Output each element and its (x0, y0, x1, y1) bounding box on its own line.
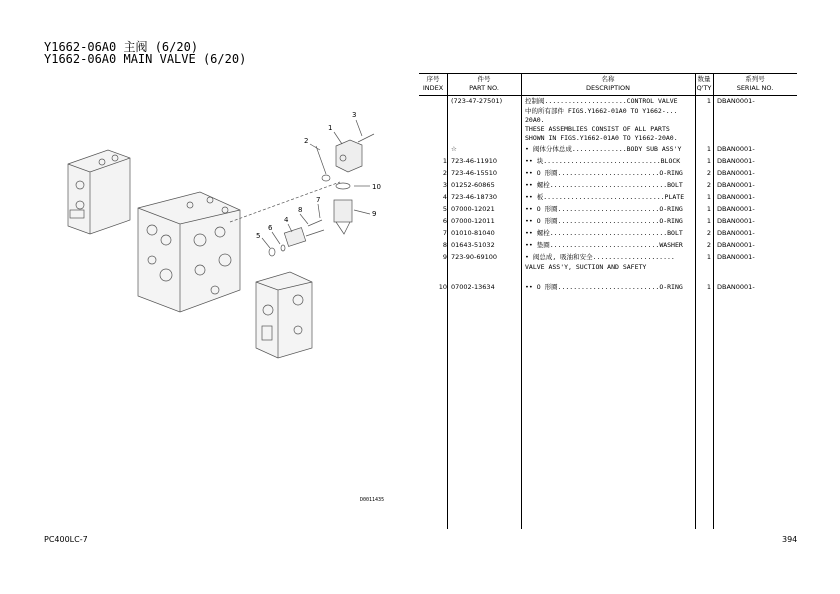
row-serial-number: DBAN0001- (717, 97, 755, 105)
part-oring-10 (336, 183, 350, 189)
part-bolt-7 (306, 230, 324, 236)
part-oring-5 (269, 248, 275, 256)
row-index: 2 (442, 169, 447, 177)
row-description: •• 板...............................PLATE (525, 193, 685, 201)
header-desc-en: DESCRIPTION (586, 84, 630, 92)
header-part-cn: 件号 (477, 75, 491, 83)
row-part-number: 723-46-18730 (451, 193, 498, 201)
row-quantity: 1 (706, 253, 711, 261)
part-oring-small (322, 175, 330, 181)
part-suction-safety-valve (334, 200, 352, 234)
callout-7: 7 (316, 196, 321, 204)
row-part-number: 723-90-69100 (451, 253, 498, 261)
part-washer-8 (308, 220, 322, 226)
header-serial-en: SERIAL NO. (736, 84, 774, 92)
row-serial-number: DBAN0001- (717, 283, 755, 291)
row-part-number: ☆ (451, 145, 457, 153)
row-part-number: 01252-60865 (451, 181, 495, 189)
row-index: 7 (442, 229, 447, 237)
header-qty-cn: 数量 (697, 75, 711, 83)
row-description: • 阀体分体总成..............BODY SUB ASS'Y (525, 145, 682, 153)
row-serial-number: DBAN0001- (717, 193, 755, 201)
row-part-number: 07000-12021 (451, 205, 495, 213)
row-serial-number: DBAN0001- (717, 229, 755, 237)
row-description: 20A0. (525, 116, 545, 124)
footer-page-number: 394 (782, 535, 798, 544)
row-quantity: 2 (706, 181, 711, 189)
row-quantity: 2 (706, 241, 711, 249)
row-serial-number: DBAN0001- (717, 181, 755, 189)
part-oring-stem (316, 146, 326, 174)
row-description: •• O 形圈..........................O-RING (525, 283, 683, 291)
row-quantity: 1 (706, 97, 711, 105)
main-valve-block (138, 192, 240, 312)
row-quantity: 1 (706, 283, 711, 291)
row-description: • 阀总成, 吸油和安全..................... (525, 253, 675, 261)
row-description: •• O 形圈..........................O-RING (525, 205, 683, 213)
row-quantity: 1 (706, 145, 711, 153)
part-bolt (358, 134, 374, 142)
callout-10: 10 (372, 183, 381, 191)
callout-9: 9 (372, 210, 377, 218)
row-serial-number: DBAN0001- (717, 145, 755, 153)
row-index: 10 (438, 283, 447, 291)
part-block (336, 140, 362, 172)
callout-6: 6 (268, 224, 273, 232)
callout-4: 4 (284, 216, 289, 224)
callout-2: 2 (304, 137, 309, 145)
exploded-parts-diagram (40, 100, 400, 400)
header-serial-cn: 系列号 (745, 75, 765, 83)
row-quantity: 2 (706, 229, 711, 237)
row-description: •• 螺栓..............................BOLT (525, 181, 683, 189)
row-index: 8 (442, 241, 447, 249)
parts-table (419, 73, 797, 529)
row-serial-number: DBAN0001- (717, 253, 755, 261)
row-serial-number: DBAN0001- (717, 157, 755, 165)
callout-8: 8 (298, 206, 303, 214)
row-quantity: 1 (706, 205, 711, 213)
row-serial-number: DBAN0001- (717, 241, 755, 249)
callout-1: 1 (328, 124, 333, 132)
row-index: 4 (442, 193, 447, 201)
row-part-number: 723-46-11910 (451, 157, 498, 165)
row-serial-number: DBAN0001- (717, 217, 755, 225)
part-oring-6 (281, 245, 285, 251)
row-description: •• O 形圈..........................O-RING (525, 169, 683, 177)
row-part-number: (723-47-27501) (451, 97, 503, 105)
row-quantity: 2 (706, 169, 711, 177)
row-description: •• O 形圈..........................O-RING (525, 217, 683, 225)
row-serial-number: DBAN0001- (717, 205, 755, 213)
row-description: 中的所有部件 FIGS.Y1662-01A0 TO Y1662-... (525, 107, 678, 115)
header-index-cn: 序号 (426, 75, 440, 83)
header-qty-en: Q'TY (696, 84, 712, 92)
row-description: 控制阀.....................CONTROL VALVE (525, 97, 678, 105)
valve-body-front (256, 272, 312, 358)
row-quantity: 1 (706, 217, 711, 225)
figure-code: D0011435 (360, 497, 385, 503)
row-part-number: 07002-13634 (451, 283, 495, 291)
row-index: 5 (442, 205, 447, 213)
row-index: 6 (442, 217, 447, 225)
callout-5: 5 (256, 232, 261, 240)
row-quantity: 1 (706, 157, 711, 165)
row-part-number: 723-46-15510 (451, 169, 498, 177)
row-description: VALVE ASS'Y, SUCTION AND SAFETY (525, 263, 647, 271)
header-desc-cn: 名称 (601, 75, 615, 83)
row-index: 9 (442, 253, 447, 261)
valve-body-rear (68, 150, 130, 234)
row-index: 3 (442, 181, 447, 189)
row-index: 1 (442, 157, 447, 165)
row-part-number: 01010-81040 (451, 229, 495, 237)
row-serial-number: DBAN0001- (717, 169, 755, 177)
header-index-en: INDEX (422, 84, 444, 92)
row-part-number: 07000-12011 (451, 217, 495, 225)
callout-3: 3 (352, 111, 357, 119)
row-description: •• 块..............................BLOCK (525, 157, 681, 165)
row-description: THESE ASSEMBLIES CONSIST OF ALL PARTS (525, 125, 670, 133)
footer-model: PC400LC-7 (44, 535, 88, 544)
header-part-en: PART NO. (469, 84, 499, 92)
row-quantity: 1 (706, 193, 711, 201)
part-plate (284, 228, 305, 247)
page-title-english: Y1662-06A0 MAIN VALVE (6/20) (44, 52, 247, 66)
row-part-number: 01643-51032 (451, 241, 495, 249)
page-title-chinese: Y1662-06A0 主阀 (6/20) (44, 40, 199, 54)
row-description: •• 螺栓..............................BOLT (525, 229, 683, 237)
row-description: •• 垫圈............................WASHER (525, 241, 683, 249)
row-description: SHOWN IN FIGS.Y1662-01A0 TO Y1662-20A0. (525, 134, 678, 142)
